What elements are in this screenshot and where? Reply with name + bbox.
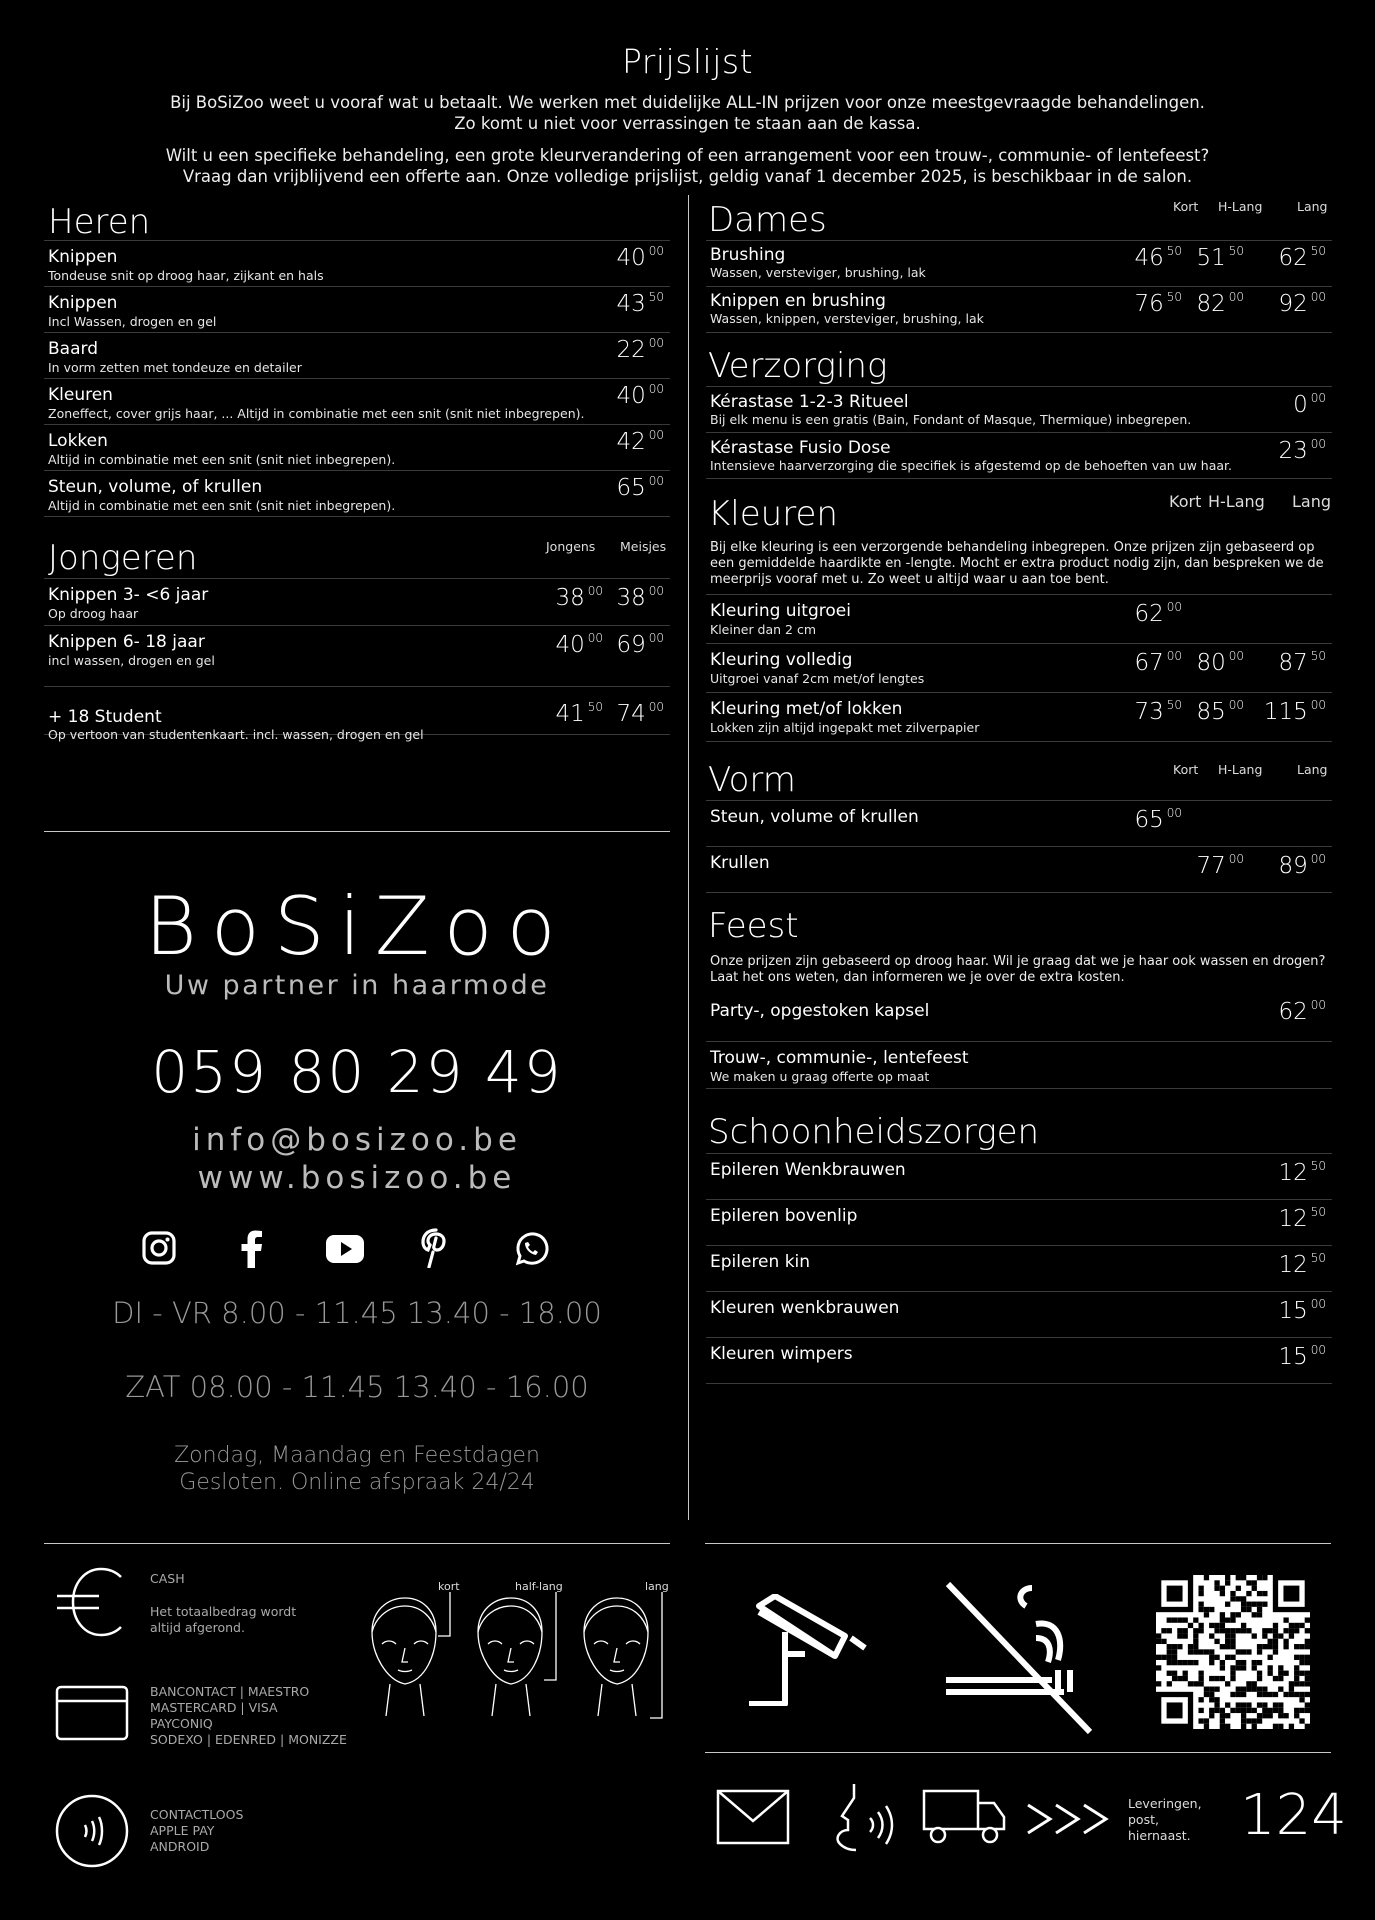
jongeren-list — [44, 578, 670, 742]
card-line-2: MASTERCARD | VISA — [150, 1700, 278, 1715]
dames-row — [706, 241, 1332, 287]
price-kort: 73 $^{50}$ — [1134, 698, 1182, 725]
no-smoking-icon — [940, 1580, 1096, 1736]
cash-text-1: Het totaalbedrag wordt — [150, 1604, 297, 1619]
contactless-icon — [55, 1794, 129, 1868]
item-name: Steun, volume of krullen — [710, 807, 919, 827]
schoonheid-row — [706, 1246, 1332, 1292]
feest-info: Onze prijzen zijn gebaseerd op droog haar. Wil je graag dat we je haar ook wassen en drogen? Laat het ons weten, dan informeren we je over de extra kosten. — [710, 954, 1326, 985]
item-price: 22 $^{00}$ — [616, 336, 664, 363]
vorm-title: Vorm — [708, 760, 796, 800]
price-lang: 87 $^{50}$ — [1278, 649, 1326, 676]
item-description: In vorm zetten met tondeuze en detailer — [48, 360, 302, 375]
kleuren-col-hlang: H-Lang — [1208, 492, 1265, 511]
item-description: incl wassen, drogen en gel — [48, 653, 215, 668]
price-hlang: 80 $^{00}$ — [1196, 649, 1244, 676]
item-name: Knippen — [48, 293, 118, 313]
price-kort: 67 $^{00}$ — [1134, 649, 1182, 676]
card-line-3: PAYCONIQ — [150, 1716, 213, 1731]
item-description: Wassen, knippen, versteviger, brushing, lak — [710, 311, 984, 326]
item-name: Trouw-, communie-, lentefeest — [710, 1048, 969, 1068]
item-description: We maken u graag offerte op maat — [710, 1069, 930, 1084]
item-description: Op droog haar — [48, 606, 139, 621]
contactless-line-1: CONTACTLOOS — [150, 1807, 244, 1822]
heren-title: Heren — [48, 202, 151, 242]
item-price: 40 $^{00}$ — [616, 382, 664, 409]
bottom-left-divider — [44, 1543, 670, 1544]
item-price: 15 $^{00}$ — [1278, 1297, 1326, 1324]
verzorging-title: Verzorging — [708, 346, 888, 386]
heren-row — [44, 425, 670, 471]
kleuren-row — [706, 595, 1332, 644]
jongeren-row — [44, 579, 670, 626]
price-hlang: 82 $^{00}$ — [1196, 290, 1244, 317]
brand-tagline: Uw partner in haarmode — [164, 970, 550, 1001]
jongeren-col-jongens: Jongens — [546, 539, 596, 554]
bottom-right-divider-bottom — [705, 1752, 1331, 1753]
schoonheid-row — [706, 1338, 1332, 1384]
length-label-lang: lang — [645, 1580, 669, 1593]
house-number: 124 — [1240, 1783, 1347, 1848]
item-description: Uitgroei vanaf 2cm met/of lengtes — [710, 671, 925, 686]
facebook-icon[interactable] — [236, 1230, 266, 1268]
price-jongens: 40 $^{00}$ — [555, 631, 603, 658]
item-price: 43 $^{50}$ — [616, 290, 664, 317]
item-name: Party-, opgestoken kapsel — [710, 1001, 930, 1021]
item-price: 15 $^{00}$ — [1278, 1343, 1326, 1370]
bottom-right-divider-top — [705, 1543, 1331, 1544]
vorm-list — [706, 800, 1332, 893]
heren-list — [44, 240, 670, 517]
card-line-1: BANCONTACT | MAESTRO — [150, 1684, 310, 1699]
contactless-line-2: APPLE PAY — [150, 1823, 215, 1838]
item-name: Steun, volume, of krullen — [48, 477, 263, 497]
page-title: Prijslijst — [621, 42, 754, 81]
kleuren-row — [706, 644, 1332, 693]
price-kort: 62 $^{00}$ — [1134, 600, 1182, 627]
intro-line-2: Zo komt u niet voor verrassingen te staan aan de kassa. — [454, 114, 921, 133]
item-price: 23 $^{00}$ — [1278, 437, 1326, 464]
item-name: Lokken — [48, 431, 108, 451]
item-name: Krullen — [710, 853, 770, 873]
price-meisjes: 69 $^{00}$ — [616, 631, 664, 658]
price-hlang: 85 $^{00}$ — [1196, 698, 1244, 725]
price-kort: 65 $^{00}$ — [1134, 806, 1182, 833]
whatsapp-icon[interactable] — [512, 1230, 550, 1268]
dames-col-lang: Lang — [1297, 199, 1328, 214]
vorm-col-lang: Lang — [1297, 762, 1328, 777]
cash-text-2: altijd afgerond. — [150, 1620, 245, 1635]
mail-icon — [716, 1789, 790, 1845]
item-price: 42 $^{00}$ — [616, 428, 664, 455]
item-price: 65 $^{00}$ — [616, 474, 664, 501]
online-booking: Gesloten. Online afspraak 24/24 — [179, 1470, 535, 1495]
youtube-icon[interactable] — [326, 1235, 364, 1263]
cash-title: CASH — [150, 1571, 185, 1586]
kleuren-title: Kleuren — [708, 494, 838, 534]
delivery-truck-icon — [922, 1789, 1006, 1845]
item-name: Knippen — [48, 247, 118, 267]
dames-list — [706, 240, 1332, 333]
verzorging-row — [706, 433, 1332, 479]
email-link[interactable]: info@bosizoo.be — [192, 1122, 522, 1158]
security-camera-icon — [745, 1594, 875, 1706]
schoonheid-row — [706, 1292, 1332, 1338]
item-name: Kleuring uitgroei — [710, 601, 851, 621]
kleuren-row — [706, 693, 1332, 742]
feest-title: Feest — [708, 906, 799, 946]
price-meisjes: 74 $^{00}$ — [616, 700, 664, 727]
price-jongens: 38 $^{00}$ — [555, 584, 603, 611]
item-description: Altijd in combinatie met een snit (snit niet inbegrepen). — [48, 498, 396, 513]
item-description: Altijd in combinatie met een snit (snit niet inbegrepen). — [48, 452, 396, 467]
verzorging-list — [706, 386, 1332, 479]
intro-line-4: Vraag dan vrijblijvend een offerte aan. Onze volledige prijslijst, geldig vanaf 1 december 2025, is beschikbaar in de salon. — [182, 167, 1193, 186]
dames-col-hlang: H-Lang — [1218, 199, 1263, 214]
intro-line-3: Wilt u een specifieke behandeling, een grote kleurverandering of een arrangement voor een trouw-, communie- of lentefeest? — [165, 146, 1210, 165]
dames-row — [706, 287, 1332, 333]
item-description: Kleiner dan 2 cm — [710, 622, 817, 637]
price-meisjes: 38 $^{00}$ — [616, 584, 664, 611]
item-description: Intensieve haarverzorging die specifiek is afgestemd op de behoeften van uw haar. — [710, 458, 1232, 473]
item-price: 12 $^{50}$ — [1278, 1205, 1326, 1232]
kleuren-col-lang: Lang — [1292, 492, 1332, 511]
heren-row — [44, 379, 670, 425]
price-hlang: 77 $^{00}$ — [1196, 852, 1244, 879]
item-description: Incl Wassen, drogen en gel — [48, 314, 217, 329]
price-lang: 115 $^{00}$ — [1263, 698, 1326, 725]
item-name: Kleuren wenkbrauwen — [710, 1298, 900, 1318]
item-name: Epileren Wenkbrauwen — [710, 1160, 906, 1180]
price-jongens: 41 $^{50}$ — [555, 700, 603, 727]
contactless-line-3: ANDROID — [150, 1839, 210, 1854]
left-divider — [44, 831, 670, 832]
arrows-right-icon — [1024, 1799, 1114, 1839]
hair-length-diagram — [360, 1592, 680, 1722]
item-name: Kérastase Fusio Dose — [710, 438, 891, 458]
euro-icon — [55, 1567, 127, 1637]
item-name: Kleuring volledig — [710, 650, 853, 670]
jongeren-row — [44, 626, 670, 687]
heren-row — [44, 287, 670, 333]
column-divider — [688, 195, 689, 1520]
intro-line-1: Bij BoSiZoo weet u vooraf wat u betaalt. We werken met duidelijke ALL-IN prijzen voor onze meestgevraagde behandelingen. — [170, 93, 1205, 112]
length-label-kort: kort — [438, 1580, 460, 1593]
price-lang: 89 $^{00}$ — [1278, 852, 1326, 879]
vorm-col-hlang: H-Lang — [1218, 762, 1263, 777]
item-description: Lokken zijn altijd ingepakt met zilverpapier — [710, 720, 980, 735]
item-price: 40 $^{00}$ — [616, 244, 664, 271]
price-lang: 92 $^{00}$ — [1278, 290, 1326, 317]
item-price: 12 $^{50}$ — [1278, 1251, 1326, 1278]
item-name: Brushing — [710, 245, 786, 265]
schoonheid-row — [706, 1154, 1332, 1200]
kleuren-list — [706, 594, 1332, 742]
jongeren-row — [44, 687, 670, 742]
heren-row — [44, 471, 670, 517]
jongeren-title: Jongeren — [48, 538, 198, 578]
length-label-half: half-lang — [515, 1580, 563, 1593]
item-price: 12 $^{50}$ — [1278, 1159, 1326, 1186]
verzorging-row — [706, 387, 1332, 433]
vorm-row — [706, 801, 1332, 847]
delivery-line-1: Leveringen, — [1128, 1796, 1202, 1811]
doorbell-voice-icon — [826, 1782, 896, 1854]
kleuren-col-kort: Kort — [1169, 492, 1202, 511]
item-price: 0 $^{00}$ — [1293, 391, 1326, 418]
schoonheid-list — [706, 1153, 1332, 1384]
card-line-4: SODEXO | EDENRED | MONIZZE — [150, 1732, 347, 1747]
credit-card-icon — [55, 1685, 129, 1741]
qr-code-icon[interactable] — [1156, 1575, 1310, 1729]
item-name: Knippen en brushing — [710, 291, 886, 311]
feest-row — [706, 1042, 1332, 1089]
closed-days: Zondag, Maandag en Feestdagen — [174, 1443, 540, 1468]
delivery-line-2: post, — [1128, 1812, 1159, 1827]
price-lang: 62 $^{50}$ — [1278, 244, 1326, 271]
item-name: Kleuren — [48, 385, 113, 405]
hours-saturday: ZAT 08.00 - 11.45 13.40 - 16.00 — [125, 1370, 589, 1404]
jongeren-col-meisjes: Meisjes — [620, 539, 667, 554]
item-name: Kleuren wimpers — [710, 1344, 853, 1364]
website-link[interactable]: www.bosizoo.be — [197, 1160, 517, 1196]
item-description: Tondeuse snit op droog haar, zijkant en hals — [48, 268, 324, 283]
item-name: + 18 Student — [48, 707, 162, 727]
heren-row — [44, 241, 670, 287]
brand-logo: BoSiZoo — [144, 880, 570, 973]
item-description: Zoneffect, cover grijs haar, ... Altijd in combinatie met een snit (snit niet inbegrepen). — [48, 406, 585, 421]
schoonheid-title: Schoonheidszorgen — [708, 1112, 1040, 1152]
item-name: Kérastase 1-2-3 Ritueel — [710, 392, 909, 412]
schoonheid-row — [706, 1200, 1332, 1246]
item-description: Op vertoon van studentenkaart. incl. wassen, drogen en gel — [48, 727, 424, 742]
vorm-row — [706, 847, 1332, 893]
item-name: Knippen 6- 18 jaar — [48, 632, 205, 652]
delivery-line-3: hiernaast. — [1128, 1828, 1191, 1843]
price-hlang: 51 $^{50}$ — [1196, 244, 1244, 271]
price-kort: 46 $^{50}$ — [1134, 244, 1182, 271]
item-description: Wassen, versteviger, brushing, lak — [710, 265, 926, 280]
item-name: Epileren kin — [710, 1252, 811, 1272]
item-price: 62 $^{00}$ — [1278, 998, 1326, 1025]
kleuren-info: Bij elke kleuring is een verzorgende behandeling inbegrepen. Onze prijzen zijn gebaseerd op een gemiddelde haardikte en -lengte. Mocht er extra product nodig zijn, dan bespreken we de meerprijs vooraf met u. Zo weet u altijd waar u aan toe bent. — [710, 540, 1324, 587]
instagram-icon[interactable] — [141, 1230, 177, 1266]
pinterest-icon[interactable] — [420, 1228, 452, 1268]
phone-number[interactable]: 059 80 29 49 — [151, 1038, 563, 1106]
feest-row — [706, 995, 1332, 1042]
item-name: Kleuring met/of lokken — [710, 699, 903, 719]
item-name: Knippen 3- <6 jaar — [48, 585, 209, 605]
item-name: Baard — [48, 339, 98, 359]
item-name: Epileren bovenlip — [710, 1206, 858, 1226]
feest-list — [706, 995, 1332, 1089]
price-kort: 76 $^{50}$ — [1134, 290, 1182, 317]
dames-col-kort: Kort — [1173, 199, 1199, 214]
heren-row — [44, 333, 670, 379]
hours-weekdays: DI - VR 8.00 - 11.45 13.40 - 18.00 — [112, 1296, 602, 1330]
dames-title: Dames — [708, 200, 827, 240]
vorm-col-kort: Kort — [1173, 762, 1199, 777]
item-description: Bij elk menu is een gratis (Bain, Fondant of Masque, Thermique) inbegrepen. — [710, 412, 1192, 427]
